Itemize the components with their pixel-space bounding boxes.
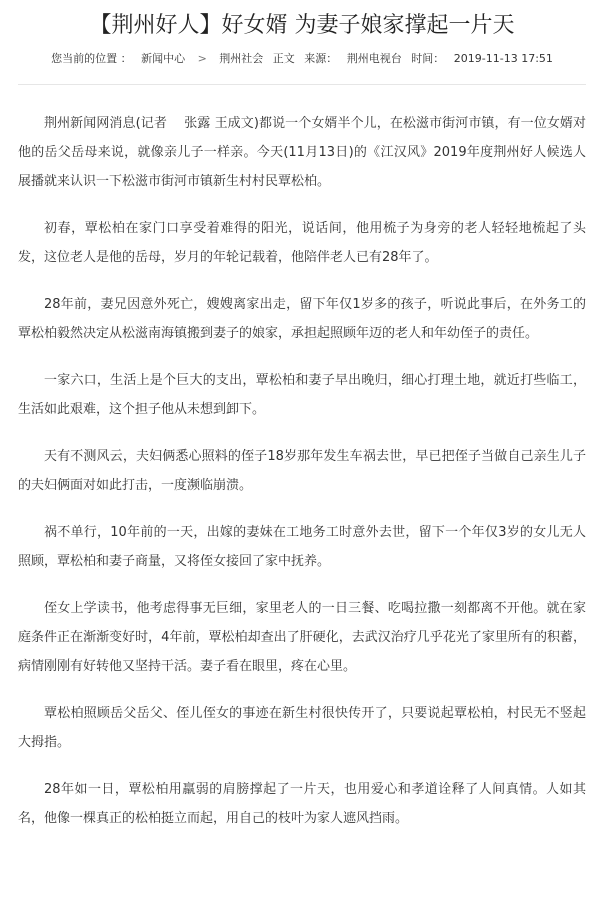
title-divider [18, 84, 586, 85]
paragraph: 28年前，妻兄因意外死亡，嫂嫂离家出走，留下年仅1岁多的孩子，听说此事后，在外务工的覃松柏毅然决定从松滋南海镇搬到妻子的娘家，承担起照顾年迈的老人和年幼侄子的责任。 [18, 297, 586, 341]
breadcrumb-current: 正文 [272, 52, 295, 65]
paragraph: 侄女上学读书，他考虑得事无巨细，家里老人的一日三餐、吃喝拉撒一刻都离不开他。就在家庭条件正在渐渐变好时，4年前，覃松柏却查出了肝硬化，去武汉治疗几乎花光了家里所有的积蓄，病情刚刚有好转他又坚持干活。妻子看在眼里，疼在心里。 [18, 601, 586, 674]
paragraph: 天有不测风云，夫妇俩悉心照料的侄子18岁那年发生车祸去世，早已把侄子当做自己亲生儿子的夫妇俩面对如此打击，一度濒临崩溃。 [18, 449, 586, 493]
article-title: 【荆州好人】好女婿 为妻子娘家撑起一片天 [89, 13, 515, 38]
article-body [18, 109, 586, 833]
source-label: 来源： [304, 52, 338, 65]
paragraph: 28年如一日，覃松柏用羸弱的肩膀撑起了一片天，也用爱心和孝道诠释了人间真情。人如其名，他像一棵真正的松柏挺立而起，用自己的枝叶为家人遮风挡雨。 [18, 782, 586, 826]
location-label: 您当前的位置 ： [51, 52, 132, 65]
article-meta [18, 48, 586, 70]
time-label: 时间： [411, 52, 445, 65]
breadcrumb-news-center[interactable]: 新闻中心 [141, 52, 186, 65]
time-value: 2019-11-13 17:51 [453, 52, 553, 65]
paragraph: 初春，覃松柏在家门口享受着难得的阳光，说话间，他用梳子为身旁的老人轻轻地梳起了头发，这位老人是他的岳母，岁月的年轮记载着，他陪伴老人已有28年了。 [18, 221, 586, 265]
paragraph: 覃松柏照顾岳父岳父、侄儿侄女的事迹在新生村很快传开了，只要说起覃松柏，村民无不竖起大拇指。 [18, 706, 586, 750]
paragraph: 一家六口，生活上是个巨大的支出，覃松柏和妻子早出晚归，细心打理土地，就近打些临工，生活如此艰难，这个担子他从未想到卸下。 [18, 373, 586, 417]
breadcrumb-jingzhou-society[interactable]: 荆州社会 [219, 52, 264, 65]
source-value: 荆州电视台 [346, 52, 402, 65]
paragraph: 祸不单行，10年前的一天，出嫁的妻妹在工地务工时意外去世，留下一个年仅3岁的女儿无人照顾，覃松柏和妻子商量，又将侄女接回了家中抚养。 [18, 525, 586, 569]
breadcrumb-separator: > [197, 52, 207, 65]
paragraph: 荆州新闻网消息(记者 张露 王成文)都说一个女婿半个儿，在松滋市街河市镇，有一位女婿对他的岳父岳母来说，就像亲儿子一样亲。今天(11月13日)的《江汉风》2019年度荆州好人候选人展播就来认识一下松滋市街河市镇新生村村民覃松柏。 [18, 116, 586, 189]
